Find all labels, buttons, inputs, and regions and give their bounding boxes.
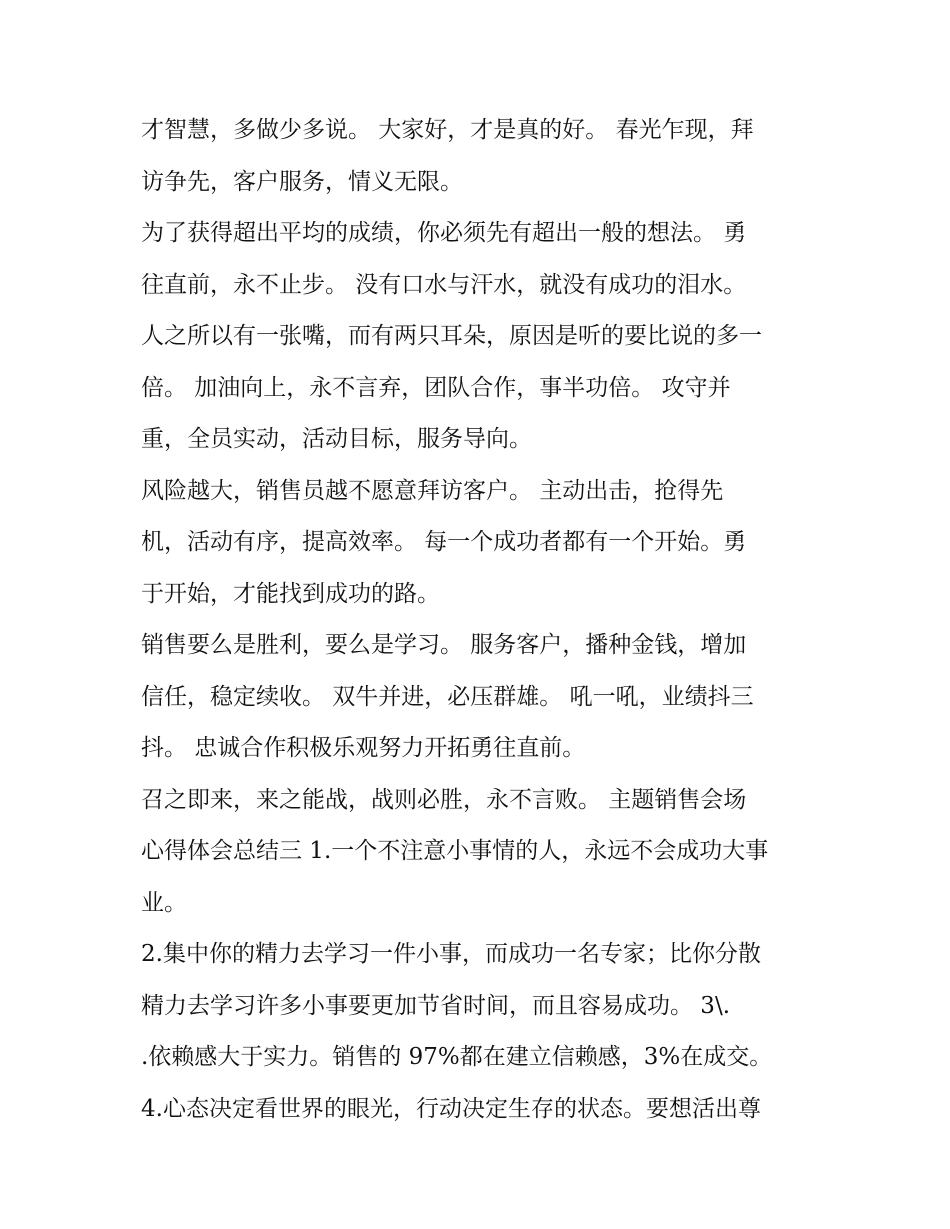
text-line: 抖。 忠诚合作积极乐观努力开拓勇往直前。 (141, 735, 586, 761)
text-line: 销售要么是胜利，要么是学习。 服务客户，播种金钱，增加 (141, 632, 747, 658)
text-line: 倍。 加油向上，永不言弃，团队合作，事半功倍。 攻守并 (141, 374, 731, 401)
text-line: 业。 (141, 889, 187, 916)
text-line: 精力去学习许多小事要更加节省时间，而且容易成功。 3\. (141, 992, 731, 1019)
text-line: 为了获得超出平均的成绩，你必须先有超出一般的想法。 勇 (141, 220, 747, 246)
text-line: 2.集中你的精力去学习一件小事，而成功一名专家；比你分散 (141, 941, 761, 967)
text-line: 访争先，客户服务，情义无限。 (141, 168, 463, 195)
text-line: 重，全员实动，活动目标，服务导向。 (141, 426, 532, 452)
text-line: 风险越大，销售员越不愿意拜访客户。 主动出击，抢得先 (141, 477, 724, 504)
body-text (141, 108, 821, 1138)
text-line: 召之即来，来之能战，战则必胜，永不言败。 主题销售会场 (141, 786, 747, 813)
text-line: .依赖感大于实力。销售的 97%都在建立信赖感，3%在成交。 (141, 1044, 773, 1070)
text-line: 才智慧，多做少多说。 大家好，才是真的好。 春光乍现，拜 (141, 117, 754, 143)
text-line: 往直前，永不止步。 没有口水与汗水，就没有成功的泪水。 (141, 271, 747, 298)
text-line: 于开始，才能找到成功的路。 (141, 580, 440, 607)
text-line: 机，活动有序，提高效率。 每一个成功者都有一个开始。勇 (141, 529, 747, 555)
text-line: 4.心态决定看世界的眼光，行动决定生存的状态。要想活出尊 (141, 1095, 761, 1122)
text-line: 人之所以有一张嘴，而有两只耳朵，原因是听的要比说的多一 (141, 323, 762, 349)
text-line: 心得体会总结三 1.一个不注意小事情的人，永远不会成功大事 (141, 838, 769, 864)
text-line: 信任，稳定续收。 双牛并进，必压群雄。 吼一吼，业绩抖三 (141, 683, 754, 710)
